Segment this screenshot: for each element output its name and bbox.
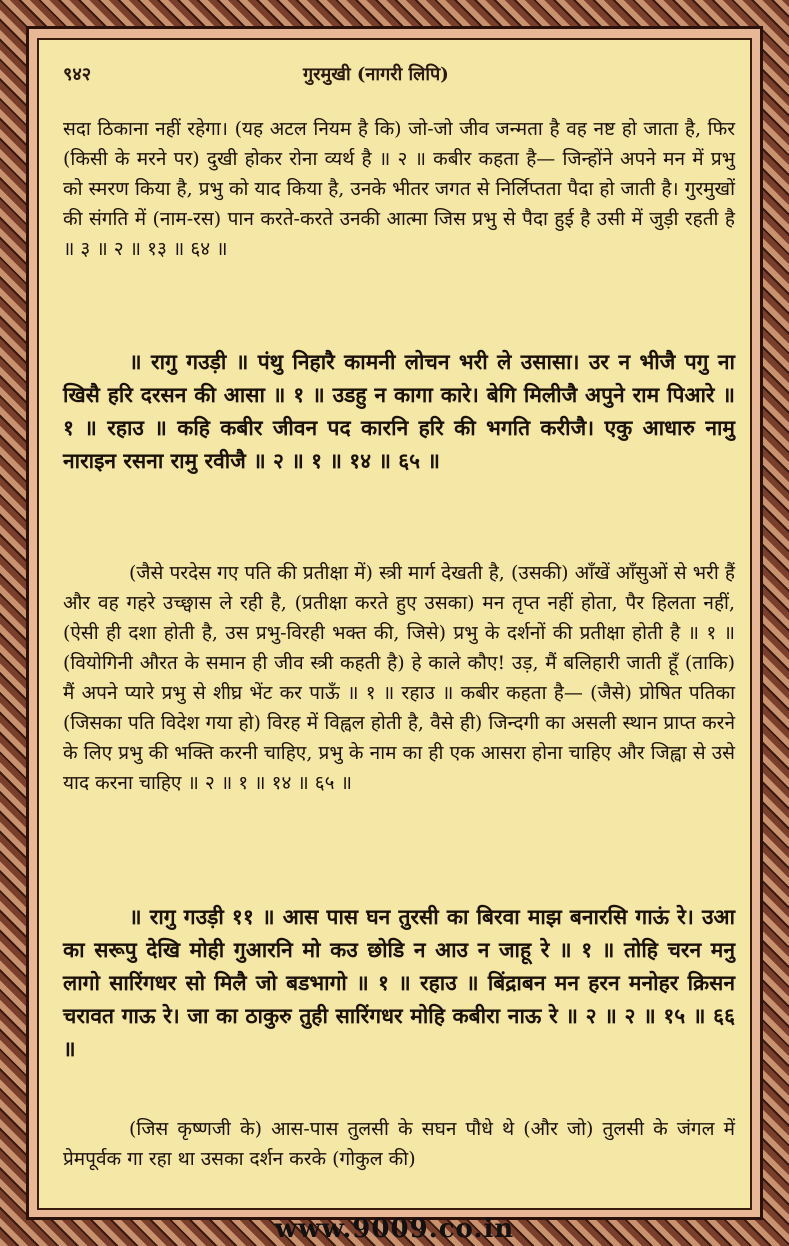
page-title: गुरमुखी (नागरी लिपि) — [303, 64, 449, 85]
verse-block-2 — [63, 900, 735, 1065]
commentary-text: (जिस कृष्णजी के) आस-पास तुलसी के सघन पौधे थे (और जो) तुलसी के जंगल में प्रेमपूर्वक गा रहा था उसका दर्शन करके (गोकुल की) — [63, 1118, 735, 1170]
commentary-paragraph-2 — [63, 558, 735, 798]
commentary-paragraph-3 — [63, 1114, 735, 1174]
commentary-paragraph-1 — [63, 114, 735, 264]
commentary-text: सदा ठिकाना नहीं रहेगा। (यह अटल नियम है कि) जो-जो जीव जन्मता है वह नष्ट हो जाता है, फिर (किसी के मरने पर) दुखी होकर रोना व्यर्थ है ॥ २ ॥ कबीर कहता है— जिन्होंने अपने मन में प्रभु को स्मरण किया है, प्रभु को याद किया है, उनके भीतर जगत से निर्लिप्तता पैदा हो जाती है। गुरमुखों की संगति में (नाम-रस) पान करते-करते उनकी आत्मा जिस प्रभु से पैदा हुई है उसी में जुड़ी रहती है ॥ ३ ॥ २ ॥ १३ ॥ ६४ ॥ — [63, 118, 735, 260]
verse-text: ॥ रागु गउड़ी ॥ पंथु निहारै कामनी लोचन भरी ले उसासा। उर न भीजै पगु ना खिसै हरि दरसन की आसा ॥ १ ॥ उडहु न कागा कारे। बेगि मिलीजै अपुने राम पिआरे ॥ १ ॥ रहाउ ॥ कहि कबीर जीवन पद कारनि हरि की भगति करीजै। एकु आधारु नामु नाराइन रसना रामु रवीजै ॥ २ ॥ १ ॥ १४ ॥ ६५ ॥ — [63, 349, 735, 473]
commentary-text: (जैसे परदेस गए पति की प्रतीक्षा में) स्त्री मार्ग देखती है, (उसकी) आँखें आँसुओं से भरी हैं और वह गहरे उच्छ्वास ले रही है, (प्रतीक्षा करते हुए उसका) मन तृप्त नहीं होता, पैर हिलता नहीं, (ऐसी ही दशा होती है, उस प्रभु-विरही भक्त की, जिसे) प्रभु के दर्शनों की प्रतीक्षा होती है ॥ १ ॥ (वियोगिनी औरत के समान ही जीव स्त्री कहती है) हे काले कौए! उड़, मैं बलिहारी जाती हूँ (ताकि) मैं अपने प्यारे प्रभु से शीघ्र भेंट कर पाऊँ ॥ १ ॥ रहाउ ॥ कबीर कहता है— (जैसे) प्रोषित पतिका (जिसका पति विदेश गया हो) विरह में विह्वल होती है, वैसे ही) जिन्दगी का असली स्थान प्राप्त करने के लिए प्रभु की भक्ति करनी चाहिए, प्रभु के नाम का ही एक आसरा होना चाहिए और जिह्वा से उसे याद करना चाहिए ॥ २ ॥ १ ॥ १४ ॥ ६५ ॥ — [63, 562, 735, 794]
book-page — [37, 38, 752, 1210]
page-number: ९४२ — [63, 64, 92, 85]
page-header — [63, 62, 733, 92]
website-footer — [0, 1214, 789, 1246]
website-url[interactable]: www.9009.co.in — [274, 1214, 515, 1244]
verse-block-1 — [63, 345, 735, 477]
verse-text: ॥ रागु गउड़ी ११ ॥ आस पास घन तुरसी का बिरवा माझ बनारसि गाऊं रे। उआ का सरूपु देखि मोही गुआरनि मो कउ छोडि न आउ न जाहू रे ॥ १ ॥ तोहि चरन मनु लागो सारिंगधर सो मिलै जो बडभागो ॥ १ ॥ रहाउ ॥ बिंद्राबन मन हरन मनोहर क्रिसन चरावत गाऊ रे। जा का ठाकुरु तुही सारिंगधर मोहि कबीरा नाऊ रे ॥ २ ॥ २ ॥ १५ ॥ ६६ ॥ — [63, 904, 735, 1061]
